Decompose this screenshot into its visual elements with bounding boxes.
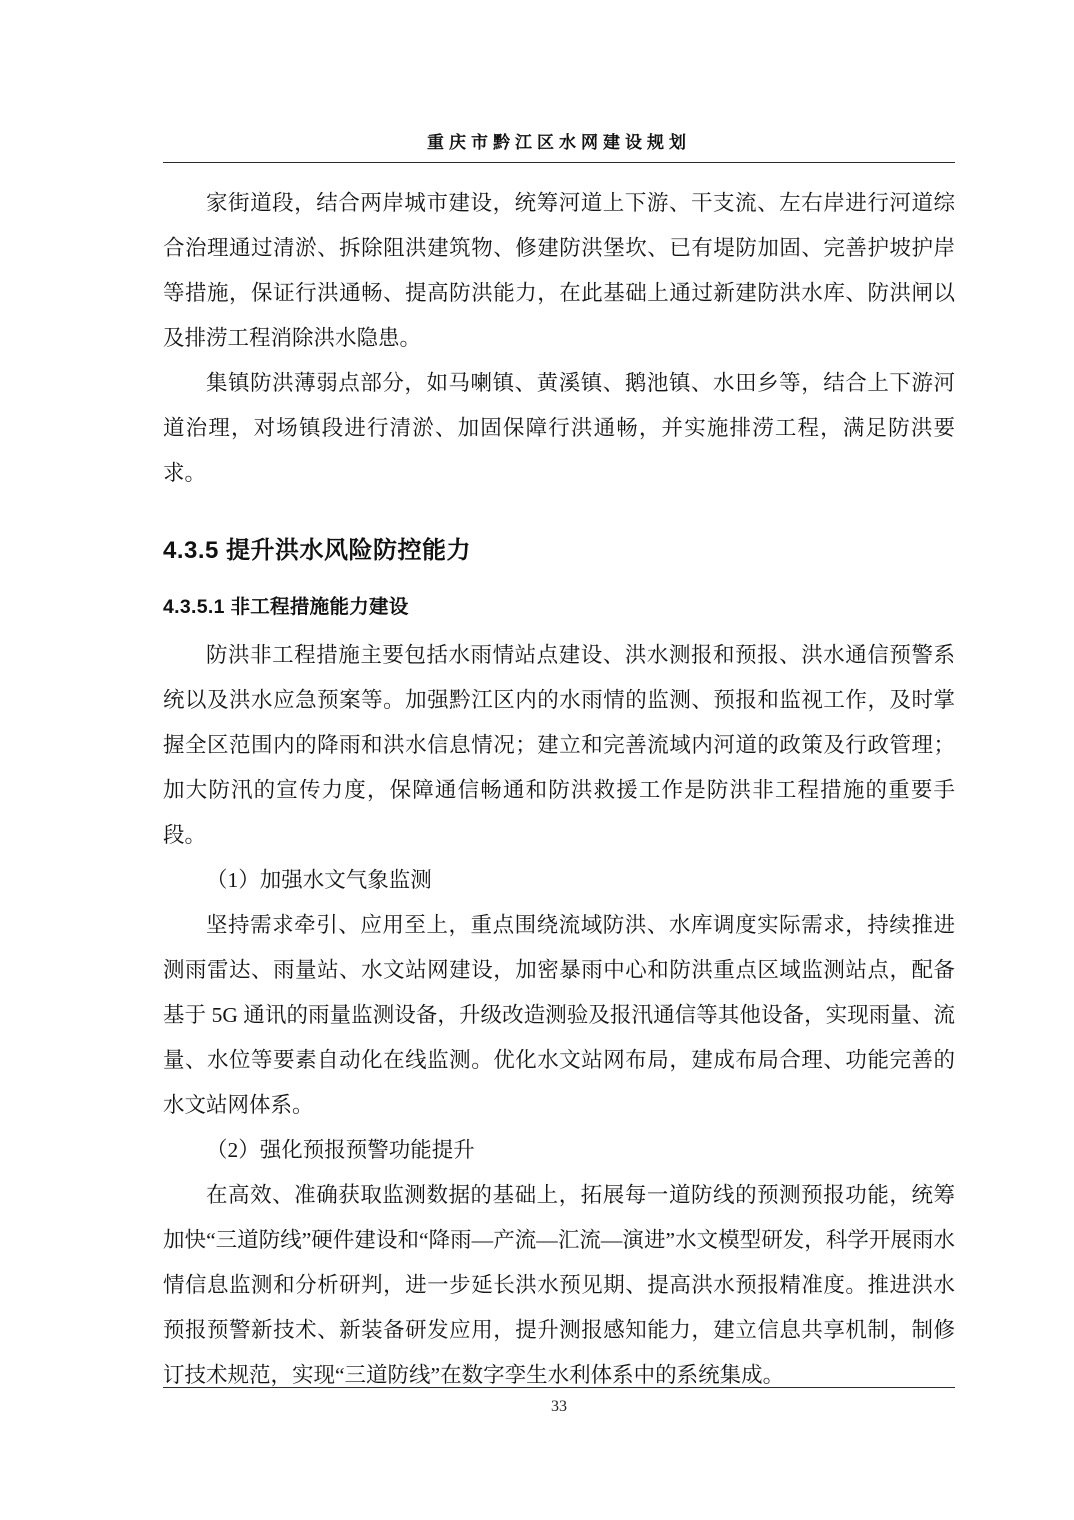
subsection-heading: 4.3.5.1 非工程措施能力建设 [163, 596, 409, 618]
list-item: （1）加强水文气象监测 [206, 868, 432, 892]
paragraph: 坚持需求牵引、应用至上，重点围绕流域防洪、水库调度实际需求，持续推进测雨雷达、雨量站、水文站网建设，加密暴雨中心和防洪重点区域监测站点，配备基于 5G 通讯的雨量监测设备，升级改造测验及报汛通信等其他设备，实现雨量、流量、水位等要素自动化在线监测。优化水文站网布局，建成布局合理、功能完善的水文站网体系。 [163, 913, 955, 1117]
page-number: 33 [551, 1398, 567, 1415]
list-item: （2）强化预报预警功能提升 [206, 1138, 475, 1162]
page-footer [163, 1387, 955, 1416]
page-content [163, 0, 955, 1520]
header-divider [163, 162, 955, 163]
paragraph: 防洪非工程措施主要包括水雨情站点建设、洪水测报和预报、洪水通信预警系统以及洪水应急预案等。加强黔江区内的水雨情的监测、预报和监视工作，及时掌握全区范围内的降雨和洪水信息情况；建立和完善流域内河道的政策及行政管理；加大防汛的宣传力度，保障通信畅通和防洪救援工作是防洪非工程措施的重要手段。 [163, 643, 955, 847]
footer-divider [163, 1387, 955, 1388]
running-header: 重庆市黔江区水网建设规划 [427, 133, 691, 152]
paragraph: 集镇防洪薄弱点部分，如马喇镇、黄溪镇、鹅池镇、水田乡等，结合上下游河道治理，对场镇段进行清淤、加固保障行洪通畅，并实施排涝工程，满足防洪要求。 [163, 371, 955, 485]
paragraph: 在高效、准确获取监测数据的基础上，拓展每一道防线的预测预报功能，统筹加快“三道防线”硬件建设和“降雨—产流—汇流—演进”水文模型研发，科学开展雨水情信息监测和分析研判，进一步延长洪水预见期、提高洪水预报精准度。推进洪水预报预警新技术、新装备研发应用，提升测报感知能力，建立信息共享机制，制修订技术规范，实现“三道防线”在数字孪生水利体系中的系统集成。 [163, 1183, 955, 1387]
body-text [163, 181, 955, 1398]
paragraph: 家街道段，结合两岸城市建设，统筹河道上下游、干支流、左右岸进行河道综合治理通过清淤、拆除阻洪建筑物、修建防洪堡坎、已有堤防加固、完善护坡护岸等措施，保证行洪通畅、提高防洪能力，在此基础上通过新建防洪水库、防洪闸以及排涝工程消除洪水隐患。 [163, 191, 955, 350]
section-heading: 4.3.5 提升洪水风险防控能力 [163, 537, 472, 564]
